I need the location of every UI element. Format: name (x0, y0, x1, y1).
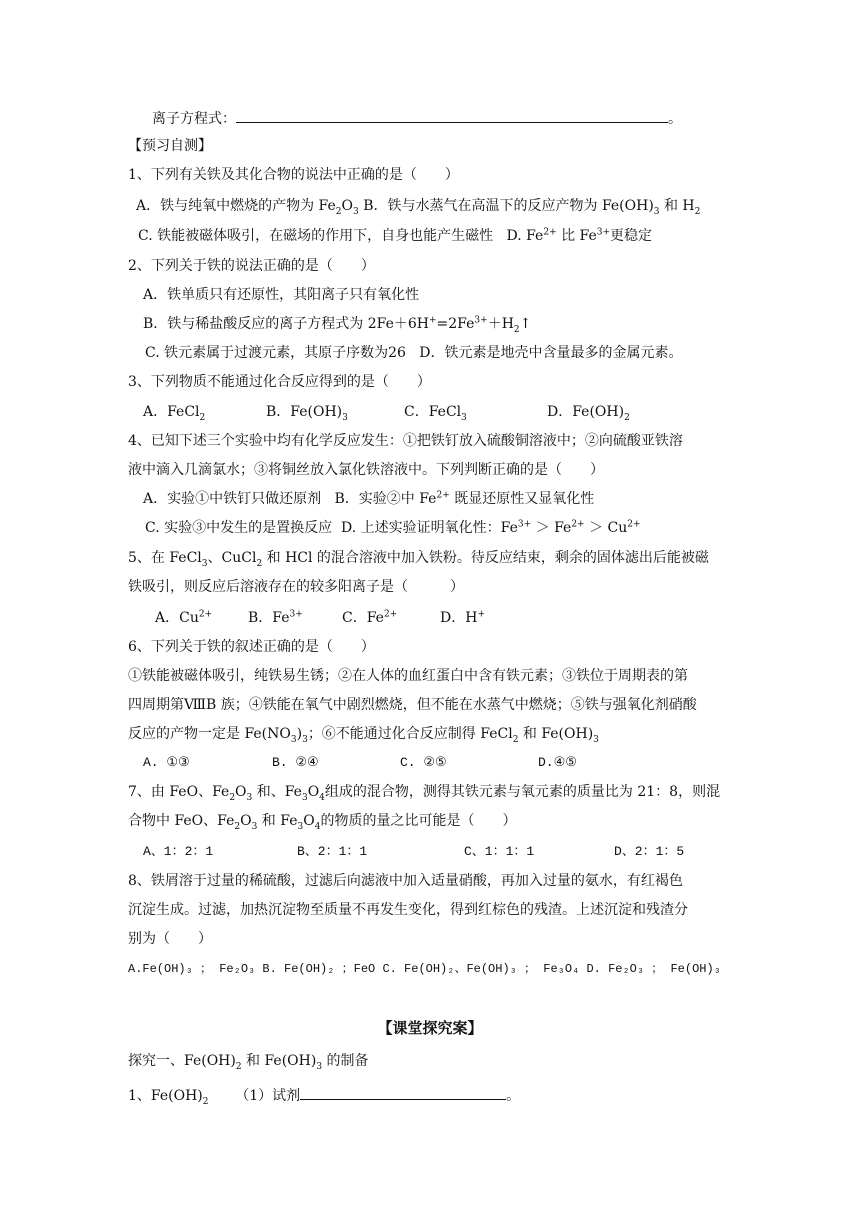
q4-stem-line1: 4、已知下述三个实验中均有化学反应发生：①把铁钉放入硫酸铜溶液中；②向硫酸亚铁溶 (128, 433, 683, 449)
q8-line2: 沉淀生成。过滤，加热沉淀物至质量不再发生变化，得到红棕色的残渣。上述沉淀和残渣分 (128, 902, 688, 918)
section-header-preview: 【预习自测】 (128, 138, 212, 154)
q7-line2: 合物中 FeO、$Fe_2O_3$ 和 $Fe_3O_4$的物质的量之比可能是（ ） (128, 813, 517, 832)
q1-options-cd: C. 铁能被磁体吸引，在磁场的作用下，自身也能产生磁性 D. $Fe^{2+}$ 比 $Fe^{3+}$更稳定 (138, 227, 653, 244)
q1-stem: 1、下列有关铁及其化合物的说法中正确的是（ ） (128, 167, 459, 183)
q8-line1: 8、铁屑溶于过量的稀硫酸，过滤后向滤液中加入适量硝酸，再加入过量的氨水，有红褐色 (128, 873, 683, 889)
q6-stem: 6、下列关于铁的叙述正确的是（ ） (128, 639, 375, 655)
q2-options-cd: C. 铁元素属于过渡元素，其原子序数为26 D．铁元素是地壳中含量最多的金属元素。 (145, 345, 683, 361)
q6-line2: 四周期第ⅧB 族；④铁能在氧气中剧烈燃烧，但不能在水蒸气中燃烧；⑤铁与强氧化剂硝酸 (128, 697, 697, 713)
q8-options: A.Fe(OH)₃ ； Fe₂O₃ B. Fe(OH)₂ ；FeO C. Fe(OH)₂、Fe(OH)₃ ； Fe₃O₄ D. Fe₂O₃ ； Fe(OH)₃ (128, 962, 721, 976)
reagent-blank[interactable] (300, 1085, 506, 1100)
ionic-equation-label: 离子方程式： (152, 111, 236, 127)
q4-stem-line2: 液中滴入几滴氯水；③将铜丝放入氯化铁溶液中。下列判断正确的是（ ） (128, 462, 604, 478)
q2-option-a: A．铁单质只有还原性，其阳离子只有氧化性 (143, 287, 420, 303)
q4-options-cd: C. 实验③中发生的是置换反应 D. 上述实验证明氧化性：$Fe^{3+} > Fe^{2+} > Cu^{2+}$ (145, 519, 641, 536)
q5-stem-line1: 5、在 FeCl$_3$、CuCl$_2$ 和 HCl 的混合溶液中加入铁粉。待反应结束，剩余的固体滤出后能被磁 (128, 550, 709, 569)
explore-one-title: 探究一、$Fe(OH)_2$ 和 $Fe(OH)_3$ 的制备 (128, 1053, 369, 1072)
q4-options-ab: A．实验①中铁钉只做还原剂 B．实验②中 $Fe^{2+}$ 既显还原性又显氧化性 (143, 490, 595, 507)
q2-stem: 2、下列关于铁的说法正确的是（ ） (128, 258, 375, 274)
q7-line1: 7、由 FeO、$Fe_2O_3$ 和、$Fe_3O_4$组成的混合物，测得其铁元素与氧元素的质量比为 21：8，则混 (128, 784, 721, 803)
ionic-equation-line: 离子方程式： 。 (152, 108, 682, 129)
q6-line1: ①铁能被磁体吸引，纯铁易生锈；②在人体的血红蛋白中含有铁元素；③铁位于周期表的第 (128, 668, 688, 684)
q2-option-b: B．铁与稀盐酸反应的离子方程式为 $2Fe+6H^+=2Fe^{3+}+H_2↑$ (143, 315, 532, 335)
item-1-line: 1、$Fe(OH)_2$ （1）试剂 。 (128, 1085, 520, 1106)
q3-stem: 3、下列物质不能通过化合反应得到的是（ ） (128, 374, 431, 390)
q6-line3: 反应的产物一定是 $Fe(NO_3)_3$；⑥不能通过化合反应制得 FeCl$_2$ 和 $Fe(OH)_3$ (128, 726, 599, 745)
q5-stem-line2: 铁吸引，则反应后溶液存在的较多阳离子是（ ） (128, 579, 464, 595)
q1-options-ab: A．铁与纯氧中燃烧的产物为 $Fe_2O_3$ B．铁与水蒸气在高温下的反应产物为 $Fe(OH)_3$ 和 $H_2$ (136, 198, 701, 217)
section-header-class-exploration: 【课堂探究案】 (377, 1019, 483, 1037)
q8-line3: 别为（ ） (128, 931, 212, 947)
answer-blank[interactable] (236, 108, 668, 123)
